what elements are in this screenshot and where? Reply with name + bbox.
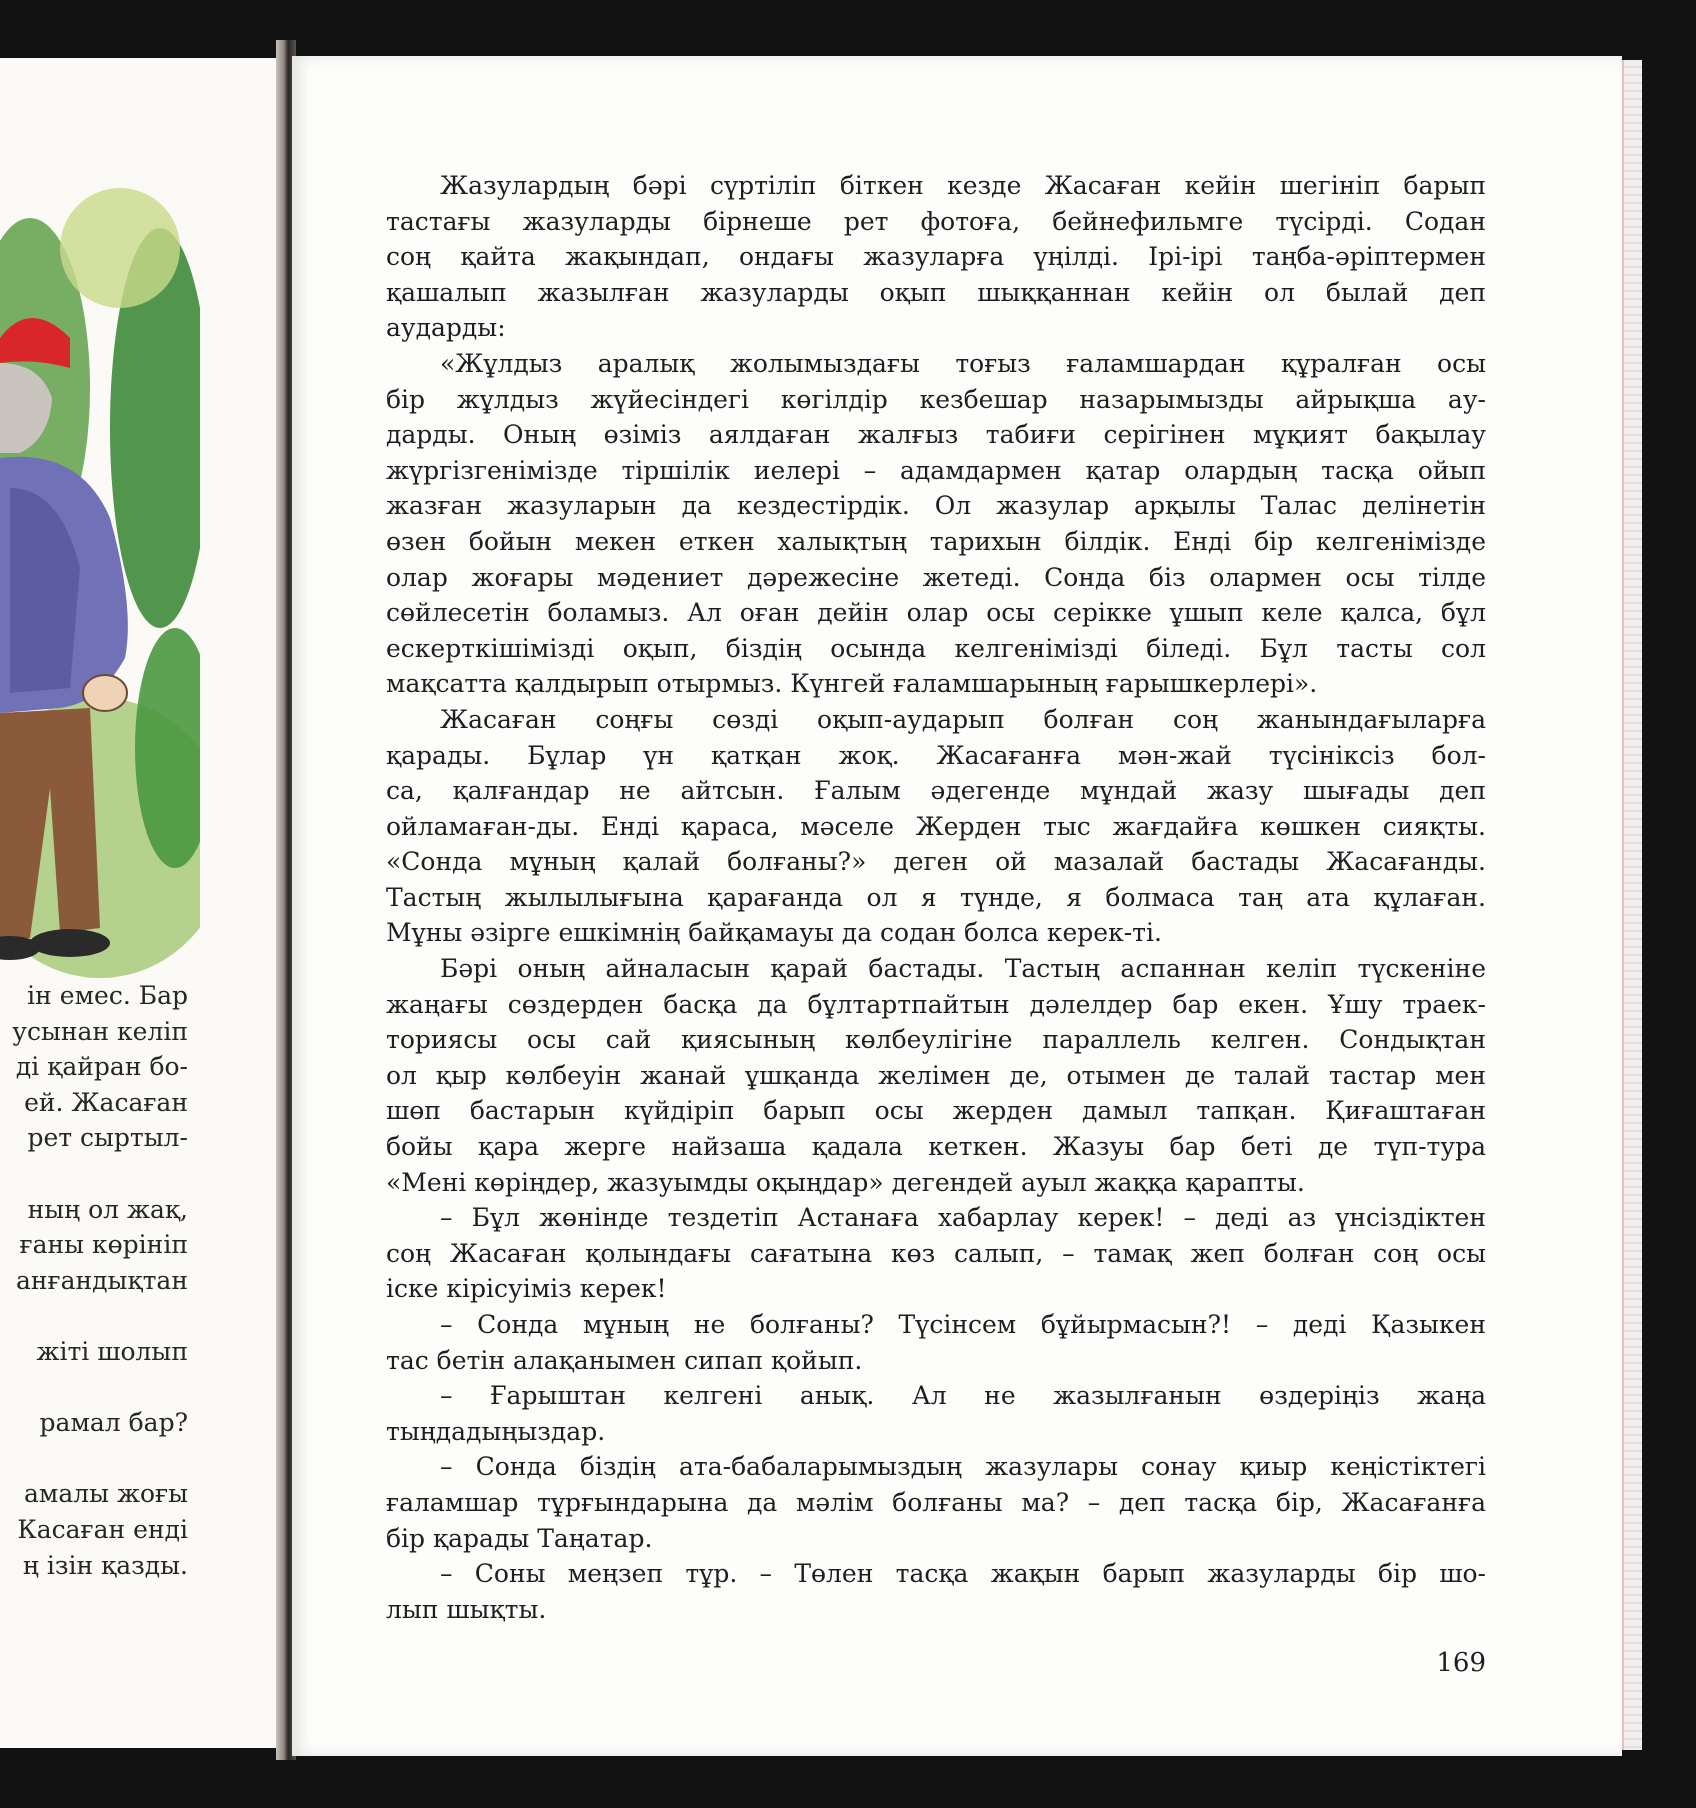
text-line: мақсатта қалдырып отырмыз. Күнгей ғаламшарының ғарышкерлері».: [386, 669, 1318, 699]
text-line: іске кірісуіміз керек!: [386, 1274, 667, 1304]
left-line: ей. Жасаған: [24, 1087, 188, 1117]
text-line: – Соны меңзеп тұр. – Төлен тасқа жақын барып жазуларды бір шо-: [440, 1559, 1486, 1589]
left-line: ның ол жақ,: [27, 1194, 188, 1224]
text-line: дарды. Оның өзіміз аялдаған жалғыз табиғи серігінен мұқият бақылау: [386, 420, 1486, 450]
left-page: [0, 58, 283, 1748]
illustration-boy-red-cap: [0, 188, 200, 988]
left-line: ғаны көрініп: [19, 1230, 188, 1260]
text-line: олар жоғары мәдениет дәрежесіне жетеді. Сонда біз олармен осы тілде: [386, 562, 1486, 592]
text-line: бір жұлдыз жүйесіндегі көгілдір кезбешар назарымызды айрықша ау-: [386, 384, 1486, 414]
text-line: – Сонда біздің ата-бабаларымыздың жазулары сонау қиыр кеңістіктегі: [440, 1452, 1486, 1482]
text-line: лып шықты.: [386, 1594, 547, 1624]
left-line: ді қайран бо-: [15, 1052, 188, 1082]
left-line: рамал бар?: [39, 1408, 188, 1438]
text-line: ғаламшар тұрғындарына да мәлім болғаны ма? – деп тасқа бір, Жасағанға: [386, 1487, 1486, 1517]
left-line: [0, 1370, 188, 1406]
text-line: өзен бойын мекен еткен халықтың тарихын білдік. Енді бір келгенімізде: [386, 526, 1486, 556]
shoe: [30, 929, 110, 957]
text-line: ториясы осы сай қиясының көлбеулігіне параллель келген. Сондықтан: [386, 1025, 1486, 1055]
text-line: соң Жасаған қолындағы сағатына көз салып, – тамақ жеп болған соң осы: [386, 1238, 1486, 1268]
left-line: Касаған енді: [17, 1514, 188, 1544]
right-page-text: [386, 168, 1486, 1627]
text-line: жазған жазуларын да кездестірдік. Ол жазулар арқылы Талас делінетін: [386, 491, 1486, 521]
right-page: [292, 56, 1622, 1756]
text-line: ойламаған-ды. Енді қараса, мәселе Жерден тыс жағдайға көшкен сияқты.: [386, 811, 1486, 841]
text-line: сөйлесетін боламыз. Ал оған дейін олар осы серікке ұшып келе қалса, бұл: [386, 598, 1486, 628]
text-line: – Бұл жөнінде тездетіп Астанаға хабарлау керек! – деді аз үнсіздіктен: [440, 1203, 1486, 1233]
text-line: тастағы жазуларды бірнеше рет фотоға, бейнефильмге түсірді. Содан: [386, 206, 1486, 236]
text-line: Тастың жылылығына қарағанда ол я түнде, я болмаса таң ата құлаған.: [386, 882, 1486, 912]
text-line: са, қалғандар не айтсын. Ғалым әдегенде мұндай жазу шығады деп: [386, 776, 1486, 806]
left-line: ін емес. Бар: [27, 981, 188, 1010]
text-line: Жасаған соңғы сөзді оқып-аударып болған соң жанындағыларға: [440, 704, 1486, 734]
text-line: жүргізгенімізде тіршілік иелері – адамдармен қатар олардың тасқа ойып: [386, 455, 1486, 485]
text-line: қашалып жазылған жазуларды оқып шыққаннан кейін ол былай деп: [386, 277, 1486, 307]
text-line: Жазулардың бәрі сүртіліп біткен кезде Жасаған кейін шегініп барып: [440, 171, 1486, 200]
left-line: [0, 1156, 188, 1192]
left-line: рет сыртыл-: [27, 1123, 188, 1153]
text-line: жаңағы сөздерден басқа да бұлтартпайтын дәлелдер бар екен. Ұшу траек-: [386, 989, 1486, 1019]
text-line: «Мені көріңдер, жазуымды оқыңдар» дегендей ауыл жаққа қарапты.: [386, 1167, 1305, 1197]
text-line: Мұны әзірге ешкімнің байқамауы да содан болса керек-ті.: [386, 918, 1162, 948]
left-line: анғандықтан: [15, 1265, 188, 1295]
text-line: «Жұлдыз аралық жолымыздағы тоғыз ғаламшардан құралған осы: [440, 348, 1486, 378]
text-line: соң қайта жақындап, ондағы жазуларға үңілді. Ірі-ірі таңба-әріптермен: [386, 242, 1486, 272]
left-line: усынан келіп: [12, 1016, 188, 1046]
text-line: Бәрі оның айналасын қарай бастады. Тастың аспаннан келіп түскеніне: [440, 954, 1486, 984]
text-line: тыңдадыңыздар.: [386, 1416, 606, 1446]
text-line: тас бетін алақанымен сипап қойып.: [386, 1345, 863, 1375]
page-edge: [1622, 60, 1642, 1750]
text-line: қарады. Бұлар үн қатқан жоқ. Жасағанға мән-жай түсініксіз бол-: [386, 740, 1486, 770]
text-line: ол қыр көлбеуін жанай ұшқанда желімен де, отымен де талай тастар мен: [386, 1060, 1486, 1090]
text-line: – Сонда мұның не болғаны? Түсінсем бұйырмасын?! – деді Қазыкен: [440, 1310, 1486, 1339]
text-line: ескерткішімізді оқып, біздің осында келгенімізді біледі. Бұл тасты сол: [386, 633, 1486, 663]
text-line: бір қарады Таңатар.: [386, 1523, 653, 1553]
left-page-text: [0, 978, 188, 1583]
text-line: «Сонда мұның қалай болғаны?» деген ой мазалай бастады Жасағанды.: [386, 847, 1486, 877]
left-line: [0, 1441, 188, 1477]
text-line: бойы қара жерге найзаша қадала кеткен. Жазуы бар беті де түп-тура: [386, 1132, 1486, 1162]
left-line: амалы жоғы: [23, 1479, 188, 1509]
left-line: ң ізін қазды.: [22, 1550, 188, 1580]
text-line: – Ғарыштан келгені анық. Ал не жазылғанын өздеріңіз жаңа: [440, 1381, 1486, 1411]
page-number: 169: [1436, 1648, 1486, 1678]
text-line: аударды:: [386, 313, 506, 343]
text-line: шөп бастарын күйдіріп барып осы жерден дамыл тапқан. Қиғаштаған: [386, 1096, 1486, 1126]
foliage-top: [60, 188, 180, 308]
hands: [83, 675, 127, 711]
left-line: жіті шолып: [36, 1336, 188, 1366]
left-line: [0, 1298, 188, 1334]
